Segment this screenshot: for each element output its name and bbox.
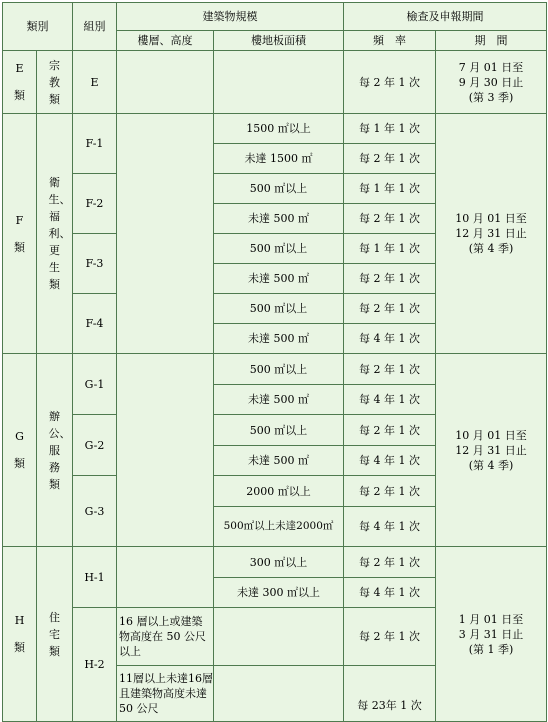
h2-floors-2: 11層以上未達16層且建築物高度未達 50 公尺: [117, 666, 214, 722]
f-period-end: 12 月 31 日止: [455, 227, 527, 240]
h1-area-2: 未達 300 ㎡以上: [214, 578, 344, 608]
g-period-quarter: (第 4 季): [468, 458, 514, 472]
header-floors-height: 樓層、高度: [117, 31, 214, 51]
g-frequency-3: 每 2 年 1 次: [344, 415, 436, 446]
class-f-letter: F: [15, 213, 24, 227]
g-area-5: 2000 ㎡以上: [214, 476, 344, 507]
g-frequency-4: 每 4 年 1 次: [344, 446, 436, 476]
g-area-4: 未達 500 ㎡: [214, 446, 344, 476]
header-frequency: 頻 率: [344, 31, 436, 51]
class-e-sub: 類: [14, 89, 25, 102]
f-area-7: 500 ㎡以上: [214, 294, 344, 324]
class-g-type: [37, 354, 73, 547]
header-building-scale: 建築物規模: [117, 3, 344, 31]
group-f-3: F-3: [73, 234, 117, 294]
class-e-letter: E: [15, 62, 24, 75]
f-period-quarter: (第 4 季): [468, 242, 514, 255]
g-period: [436, 354, 547, 547]
e-period-quarter: (第 3 季): [468, 90, 514, 104]
f-period-start: 10 月 01 日至: [455, 212, 527, 225]
group-g-1: G-1: [73, 354, 117, 415]
class-g-cell: [3, 354, 37, 547]
h2-area-1: [214, 608, 344, 666]
f-area-8: 未達 500 ㎡: [214, 324, 344, 354]
g-frequency-5: 每 2 年 1 次: [344, 476, 436, 507]
f-area-4: 未達 500 ㎡: [214, 204, 344, 234]
e-frequency: 每 2 年 1 次: [344, 51, 436, 114]
f-frequency-8: 每 4 年 1 次: [344, 324, 436, 354]
f-floors: [117, 114, 214, 354]
header-period: 期 間: [436, 31, 547, 51]
g-floors: [117, 354, 214, 547]
class-e-type-text: 宗教類: [49, 58, 60, 106]
group-h-1: H-1: [73, 547, 117, 608]
h2-area-2: [214, 666, 344, 722]
e-floors: [117, 51, 214, 114]
class-h-cell: [3, 547, 37, 722]
class-h-type-text: 住宅類: [49, 610, 60, 658]
g-period-start: 10 月 01 日至: [455, 428, 527, 442]
class-e-type: [37, 51, 73, 114]
f-area-6: 未達 500 ㎡: [214, 264, 344, 294]
f-area-3: 500 ㎡以上: [214, 174, 344, 204]
f-period: [436, 114, 547, 354]
e-period-start: 7 月 01 日至: [458, 60, 524, 74]
class-g-sub: 類: [14, 457, 25, 470]
g-frequency-6: 每 4 年 1 次: [344, 507, 436, 547]
class-f-sub: 類: [14, 240, 25, 254]
group-e: E: [73, 51, 117, 114]
f-frequency-1: 每 1 年 1 次: [344, 114, 436, 144]
f-area-2: 未達 1500 ㎡: [214, 144, 344, 174]
group-h-2: H-2: [73, 608, 117, 722]
h1-frequency-1: 每 2 年 1 次: [344, 547, 436, 578]
inspection-schedule: [2, 2, 547, 722]
f-frequency-3: 每 1 年 1 次: [344, 174, 436, 204]
group-g-3: G-3: [73, 476, 117, 547]
header-group: 組別: [73, 3, 117, 51]
class-g-type-text: 辦公、服務類: [48, 409, 71, 491]
group-f-2: F-2: [73, 174, 117, 234]
header-category: 類別: [3, 3, 73, 51]
g-area-6: 500㎡以上未達2000㎡: [214, 507, 344, 547]
h2-frequency-2: 每 23年 1 次: [344, 666, 436, 722]
class-g-letter: G: [15, 430, 24, 443]
f-frequency-6: 每 2 年 1 次: [344, 264, 436, 294]
inspection-table: [2, 2, 547, 722]
class-f-type: [37, 114, 73, 354]
group-g-2: G-2: [73, 415, 117, 476]
class-h-type: [37, 547, 73, 722]
class-f-type-text: 衛生、福利、更生類: [48, 176, 71, 291]
class-h-sub: 類: [14, 641, 25, 654]
h1-frequency-2: 每 4 年 1 次: [344, 578, 436, 608]
e-period: [436, 51, 547, 114]
class-h-letter: H: [14, 614, 25, 627]
h-period-start: 1 月 01 日至: [458, 612, 524, 626]
h2-floors-1: 16 層以上或建築物高度在 50 公尺以上: [117, 608, 214, 666]
g-area-3: 500 ㎡以上: [214, 415, 344, 446]
h1-floors: [117, 547, 214, 608]
f-area-5: 500 ㎡以上: [214, 234, 344, 264]
h-period: [436, 547, 547, 722]
header-floor-area: 樓地板面積: [214, 31, 344, 51]
h-period-quarter: (第 1 季): [468, 642, 514, 656]
e-period-end: 9 月 30 日止: [458, 75, 524, 89]
group-f-1: F-1: [73, 114, 117, 174]
h1-area-1: 300 ㎡以上: [214, 547, 344, 578]
f-frequency-7: 每 2 年 1 次: [344, 294, 436, 324]
f-frequency-5: 每 1 年 1 次: [344, 234, 436, 264]
group-f-4: F-4: [73, 294, 117, 354]
g-area-2: 未達 500 ㎡: [214, 385, 344, 415]
g-frequency-2: 每 4 年 1 次: [344, 385, 436, 415]
g-period-end: 12 月 31 日止: [455, 443, 527, 457]
g-area-1: 500 ㎡以上: [214, 354, 344, 385]
header-inspection-period: 檢查及申報期間: [344, 3, 547, 31]
class-f-cell: [3, 114, 37, 354]
class-e-cell: [3, 51, 37, 114]
f-area-1: 1500 ㎡以上: [214, 114, 344, 144]
f-frequency-4: 每 2 年 1 次: [344, 204, 436, 234]
e-area: [214, 51, 344, 114]
f-frequency-2: 每 2 年 1 次: [344, 144, 436, 174]
h2-frequency-1: 每 2 年 1 次: [344, 608, 436, 666]
g-frequency-1: 每 2 年 1 次: [344, 354, 436, 385]
h-period-end: 3 月 31 日止: [458, 627, 524, 641]
